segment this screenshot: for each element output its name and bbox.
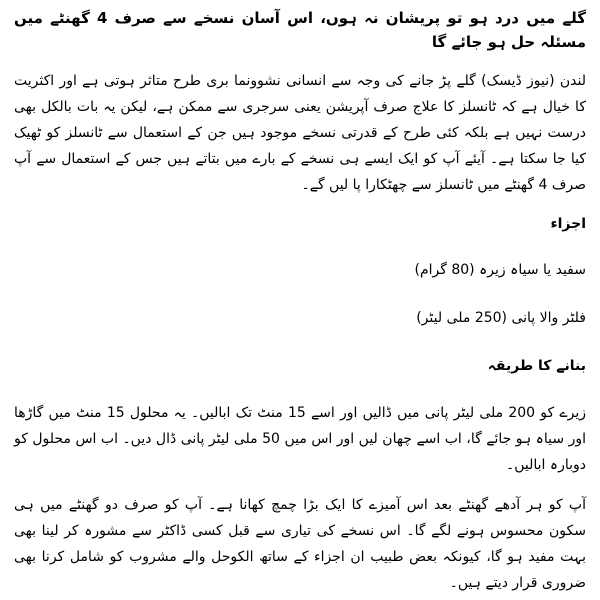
method-step: آپ کو ہر آدھے گھنٹے بعد اس آمیزے کا ایک بڑا چمچ کھانا ہے۔ آپ کو صرف دو گھنٹے میں ہی سکون محسوس ہونے لگے گا۔ اس نسخے کی تیاری سے قبل کسی ڈاکٹر سے مشورہ کر لینا بھی بہت مفید ہو گا، کیونکہ بعض طبیب ان اجزاء کے ساتھ الکوحل والے مشروب کو شامل کرنا بھی ضروری قرار دیتے ہیں۔ bbox=[14, 497, 586, 591]
ingredient-item: سفید یا سیاہ زیرہ (80 گرام) bbox=[414, 262, 586, 278]
article-intro: لندن (نیوز ڈیسک) گلے پڑ جانے کی وجہ سے انسانی نشوونما بری طرح متاثر ہوتی ہے اور اکثریت کا خیال ہے کہ ٹانسلز کا علاج صرف آپریشن یعنی سرجری سے ممکن ہے، لیکن یہ بات بالکل بھی درست نہیں ہے بلکہ کئی طرح کے قدرتی نسخے موجود ہیں جن کے استعمال سے ٹانسلز کو ٹھیک کیا جا سکتا ہے۔ آیئے آپ کو ایک ایسے ہی نسخے کے بارے میں بتاتے ہیں جس کے استعمال سے آپ صرف 4 گھنٹے میں ٹانسلز سے چھٹکارا پا لیں گے۔ bbox=[14, 73, 586, 193]
article-headline: گلے میں درد ہو تو پریشان نہ ہوں، اس آسان نسخے سے صرف 4 گھنٹے میں مسئلہ حل ہو جائے گا bbox=[14, 9, 586, 51]
ingredient-item: فلٹر والا پانی (250 ملی لیٹر) bbox=[416, 310, 586, 326]
ingredients-heading: اجزاء bbox=[550, 216, 586, 232]
method-step: زیرے کو 200 ملی لیٹر پانی میں ڈالیں اور اسے 15 منٹ تک ابالیں۔ یہ محلول 15 منٹ میں گاڑھا اور سیاہ ہو جائے گا، اب اسے چھان لیں اور اس میں 50 ملی لیٹر پانی ڈال دیں۔ اب اس محلول کو دوبارہ ابالیں۔ bbox=[14, 405, 586, 473]
method-heading: بنانے کا طریقہ bbox=[487, 358, 586, 374]
